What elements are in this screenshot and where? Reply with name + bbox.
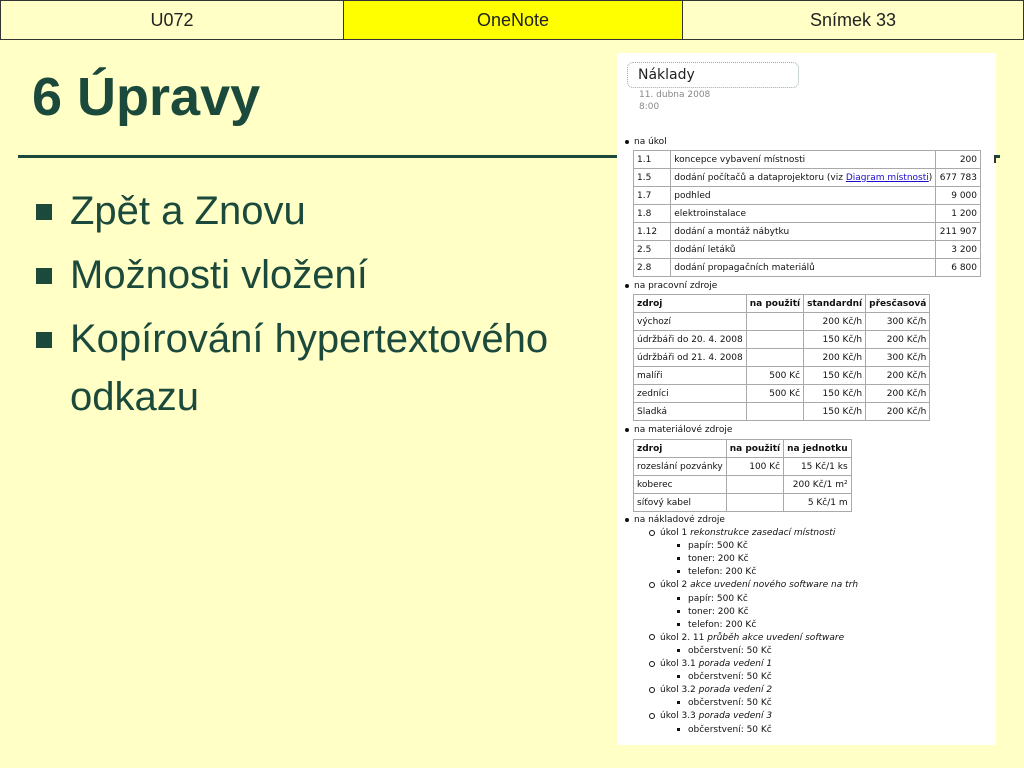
section-tasks-label: na úkol <box>625 137 667 147</box>
cost-line-text: úkol 1 <box>660 528 691 538</box>
cost-line-text: úkol 2 <box>660 580 691 591</box>
table-row <box>634 331 930 349</box>
table-cell: 5 Kč/1 m <box>784 494 852 512</box>
cost-task-item <box>649 633 844 643</box>
table-cell: 15 Kč/1 ks <box>784 458 852 476</box>
cost-line-text: toner: 200 Kč <box>688 554 749 565</box>
cost-task-name: porada vedení 1 <box>698 659 773 669</box>
cost-task-item <box>649 528 835 538</box>
square-bullet-icon <box>677 610 680 613</box>
section-work-label: na pracovní zdroje <box>625 281 717 291</box>
section-cost-label: na nákladové zdroje <box>625 515 725 525</box>
table-cell: údržbáři do 20. 4. 2008 <box>634 331 747 349</box>
table-cell: výchozí <box>634 313 747 331</box>
cost-line-text: občerstvení: 50 Kč <box>688 724 772 735</box>
task-id-cell: 1.12 <box>634 223 671 241</box>
task-name: dodání a montáž nábytku <box>674 226 790 237</box>
task-cost-cell: 200 <box>936 151 981 169</box>
header-course-code: U072 <box>0 0 343 40</box>
table-cell: 200 Kč/h <box>866 385 930 403</box>
circle-bullet-icon <box>649 661 655 667</box>
cost-task-name: rekonstrukce zasedací místnosti <box>690 528 836 538</box>
circle-bullet-icon <box>649 530 655 536</box>
bullet-dot-icon <box>625 140 629 144</box>
circle-bullet-icon <box>649 687 655 693</box>
cost-sub-item <box>677 646 772 656</box>
square-bullet-icon <box>677 675 680 678</box>
cost-line-text: toner: 200 Kč <box>688 606 749 617</box>
task-cost-cell: 1 200 <box>936 205 981 223</box>
table-row <box>634 367 930 385</box>
cost-task-name: porada vedení 2 <box>698 685 773 696</box>
table-cell: zedníci <box>634 385 747 403</box>
tasks-cost-table <box>633 150 981 277</box>
bullet-dot-icon <box>625 518 629 522</box>
table-cell <box>726 494 783 512</box>
table-cell: 100 Kč <box>726 458 783 476</box>
table-cell: rozeslání pozvánky <box>634 458 727 476</box>
cost-task-item <box>649 580 858 590</box>
task-name: dodání počítačů a dataprojektoru (viz <box>674 172 846 183</box>
table-row <box>634 349 930 367</box>
table-cell <box>746 331 803 349</box>
square-bullet-icon <box>677 557 680 560</box>
cost-line-text: telefon: 200 Kč <box>688 619 757 630</box>
circle-bullet-icon <box>649 634 655 640</box>
column-header: na jednotku <box>784 440 852 458</box>
cost-sub-item <box>677 567 756 577</box>
onenote-page-time: 8:00 <box>639 102 660 112</box>
task-cost-cell: 3 200 <box>936 241 981 259</box>
table-row <box>634 205 981 223</box>
table-cell: 200 Kč/h <box>866 367 930 385</box>
table-header-row <box>634 295 930 313</box>
table-row <box>634 241 981 259</box>
table-cell: 500 Kč <box>746 367 803 385</box>
table-cell: Sladká <box>634 403 747 421</box>
task-id-cell: 2.8 <box>634 259 671 277</box>
task-name-suffix: ) <box>928 172 933 183</box>
task-name-cell <box>671 205 936 223</box>
table-cell: 150 Kč/h <box>804 367 866 385</box>
circle-bullet-icon <box>649 582 655 588</box>
table-row <box>634 223 981 241</box>
task-id-cell: 1.1 <box>634 151 671 169</box>
cost-sub-item <box>677 698 772 708</box>
bullet-text: Zpět a Znovu <box>70 189 306 233</box>
cost-line-text: papír: 500 Kč <box>688 593 748 604</box>
table-cell: 200 Kč/h <box>804 349 866 367</box>
cost-task-name: porada vedení 3 <box>698 711 773 722</box>
cost-line-text: telefon: 200 Kč <box>688 567 757 578</box>
square-bullet-icon <box>36 332 52 348</box>
bullet-item <box>36 182 606 240</box>
header-slide-number: Snímek 33 <box>682 0 1024 40</box>
bullet-item <box>36 310 606 426</box>
task-id-cell: 1.8 <box>634 205 671 223</box>
cost-task-item <box>649 711 772 721</box>
cost-task-item <box>649 685 772 695</box>
bullet-dot-icon <box>625 284 629 288</box>
table-cell: síťový kabel <box>634 494 727 512</box>
table-cell: 200 Kč/1 m² <box>784 476 852 494</box>
task-name-cell <box>671 241 936 259</box>
table-row <box>634 313 930 331</box>
table-header-row <box>634 440 852 458</box>
table-cell: 150 Kč/h <box>804 331 866 349</box>
task-name-cell <box>671 223 936 241</box>
cost-task-name: průběh akce uvedení software <box>707 632 845 643</box>
table-row <box>634 385 930 403</box>
task-cost-cell: 677 783 <box>936 169 981 187</box>
table-row <box>634 259 981 277</box>
column-header: standardní <box>804 295 866 313</box>
table-cell <box>726 476 783 494</box>
onenote-page-title: Náklady <box>638 67 695 83</box>
table-cell: 200 Kč/h <box>866 403 930 421</box>
task-cost-cell: 6 800 <box>936 259 981 277</box>
onenote-page-screenshot <box>617 53 996 745</box>
table-cell: údržbáři od 21. 4. 2008 <box>634 349 747 367</box>
cost-sub-item <box>677 607 749 617</box>
slide-header-bar <box>0 0 1024 40</box>
square-bullet-icon <box>677 570 680 573</box>
task-name: elektroinstalace <box>674 208 747 219</box>
table-row <box>634 169 981 187</box>
cost-line-text: úkol 2. 11 <box>660 632 708 643</box>
diagram-link[interactable]: Diagram místnosti <box>845 172 929 183</box>
table-cell: 200 Kč/h <box>866 331 930 349</box>
header-topic: OneNote <box>343 0 682 40</box>
task-name-cell <box>671 187 936 205</box>
circle-bullet-icon <box>649 713 655 719</box>
cost-task-item <box>649 659 772 669</box>
square-bullet-icon <box>677 597 680 600</box>
cost-line-text: občerstvení: 50 Kč <box>688 645 772 656</box>
column-header: zdroj <box>634 295 747 313</box>
table-cell <box>746 349 803 367</box>
bullet-dot-icon <box>625 428 629 432</box>
bullet-text: Kopírování hypertextového odkazu <box>70 317 549 419</box>
cost-line-text: občerstvení: 50 Kč <box>688 698 772 709</box>
table-cell <box>746 403 803 421</box>
table-row <box>634 476 852 494</box>
table-cell: 150 Kč/h <box>804 403 866 421</box>
table-row <box>634 458 852 476</box>
cost-sub-item <box>677 725 772 735</box>
table-cell: 150 Kč/h <box>804 385 866 403</box>
cost-sub-item <box>677 541 748 551</box>
cost-sub-item <box>677 594 748 604</box>
task-name: dodání letáků <box>674 244 736 255</box>
cost-line-text: papír: 500 Kč <box>688 541 748 552</box>
cost-task-name: akce uvedení nového software na trh <box>690 580 859 591</box>
square-bullet-icon <box>36 204 52 220</box>
column-header: zdroj <box>634 440 727 458</box>
cost-line-text: občerstvení: 50 Kč <box>688 672 772 683</box>
task-name: podhled <box>674 190 711 201</box>
cost-sub-item <box>677 620 756 630</box>
onenote-page-datetime <box>639 89 710 113</box>
task-id-cell: 1.5 <box>634 169 671 187</box>
task-cost-cell: 211 907 <box>936 223 981 241</box>
task-name: koncepce vybavení místnosti <box>674 154 806 165</box>
column-header: na použití <box>746 295 803 313</box>
square-bullet-icon <box>677 623 680 626</box>
task-id-cell: 2.5 <box>634 241 671 259</box>
table-cell: 200 Kč/h <box>804 313 866 331</box>
column-header: na použití <box>726 440 783 458</box>
cost-line-text: úkol 3.2 <box>660 685 699 696</box>
section-material-label: na materiálové zdroje <box>625 425 732 435</box>
task-id-cell: 1.7 <box>634 187 671 205</box>
square-bullet-icon <box>677 701 680 704</box>
task-name: dodání propagačních materiálů <box>674 262 815 273</box>
task-name-cell <box>671 259 936 277</box>
bullet-text: Možnosti vložení <box>70 253 368 297</box>
table-cell: 300 Kč/h <box>866 349 930 367</box>
table-row <box>634 151 981 169</box>
task-cost-cell: 9 000 <box>936 187 981 205</box>
table-cell <box>746 313 803 331</box>
cost-sub-item <box>677 672 772 682</box>
onenote-page-date: 11. dubna 2008 <box>639 90 711 100</box>
table-cell: koberec <box>634 476 727 494</box>
task-name-cell <box>671 151 936 169</box>
task-name-cell <box>671 169 936 187</box>
square-bullet-icon <box>677 649 680 652</box>
table-cell: malíři <box>634 367 747 385</box>
material-resources-table <box>633 439 852 512</box>
square-bullet-icon <box>36 268 52 284</box>
work-resources-table <box>633 294 930 421</box>
table-cell: 500 Kč <box>746 385 803 403</box>
bullet-list <box>36 182 606 432</box>
cost-sub-item <box>677 554 749 564</box>
table-cell: 300 Kč/h <box>866 313 930 331</box>
cost-line-text: úkol 3.3 <box>660 711 699 722</box>
table-row <box>634 494 852 512</box>
table-row <box>634 187 981 205</box>
column-header: přesčasová <box>866 295 930 313</box>
bullet-item <box>36 246 606 304</box>
square-bullet-icon <box>677 728 680 731</box>
onenote-page-title-box[interactable] <box>627 62 799 88</box>
cost-line-text: úkol 3.1 <box>660 659 699 669</box>
slide-title: 6 Úpravy <box>32 67 261 127</box>
square-bullet-icon <box>677 544 680 547</box>
table-edge-marker <box>994 155 996 163</box>
table-row <box>634 403 930 421</box>
